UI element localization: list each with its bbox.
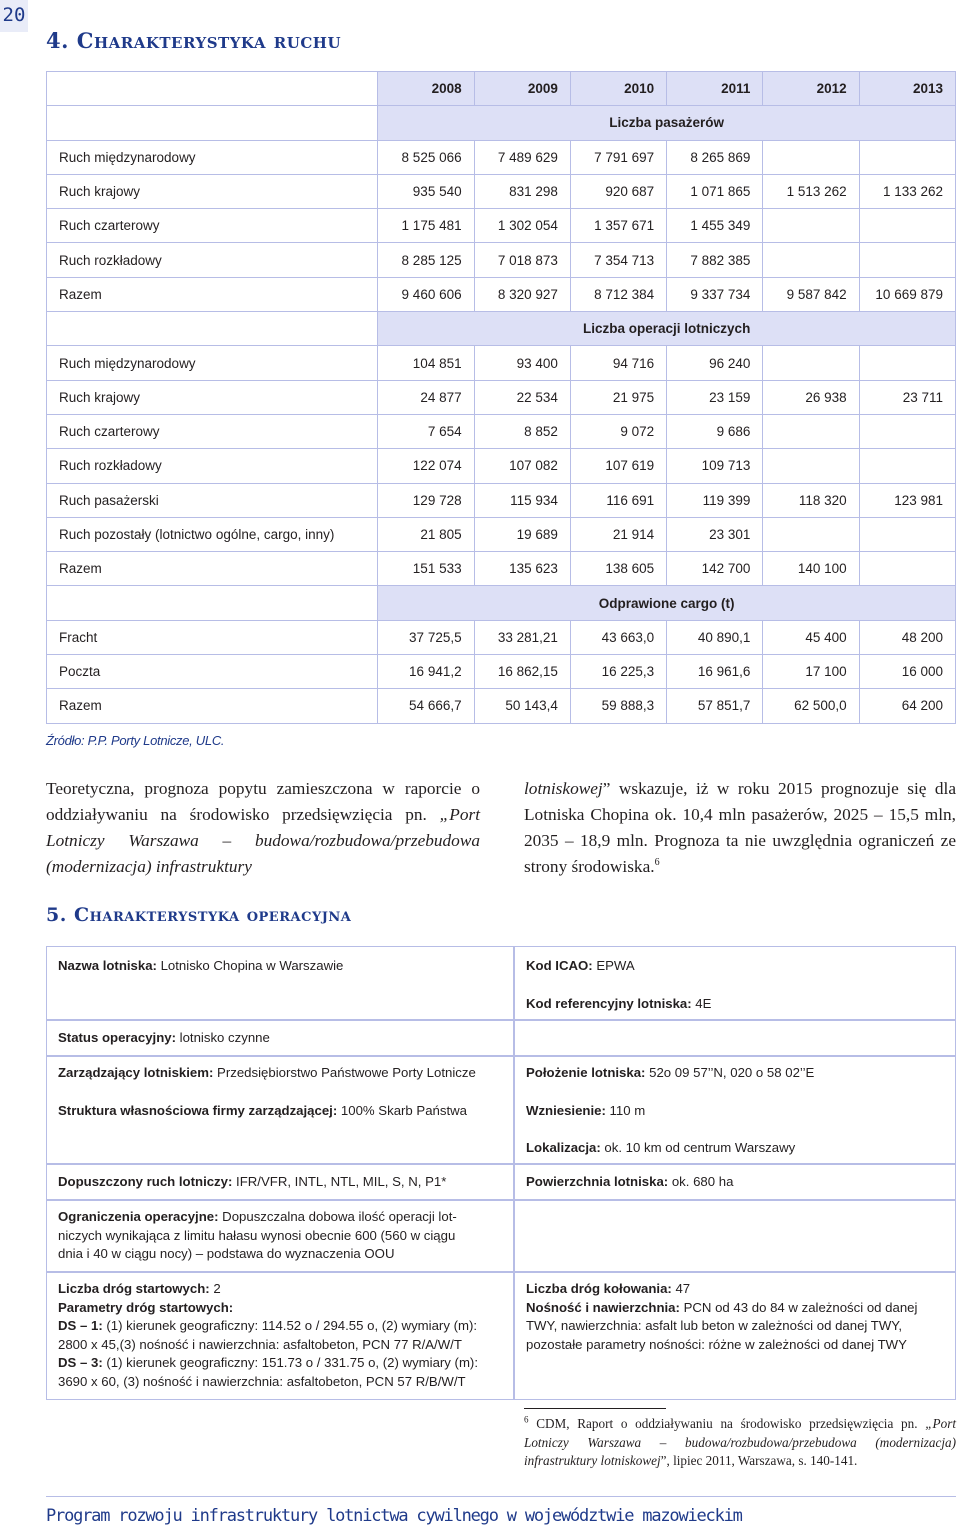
ops-value: 47 <box>671 1281 691 1296</box>
table-cell: 94 716 <box>570 346 666 380</box>
table-cell: 96 240 <box>667 346 763 380</box>
ops-box-dopuszczony <box>46 1164 514 1200</box>
project-title-italic-end: lotniskowej <box>524 779 603 798</box>
ops-label: Kod ICAO: <box>526 958 593 973</box>
table-cell <box>763 517 859 551</box>
table-cell <box>763 414 859 448</box>
year-header: 2013 <box>859 72 955 106</box>
ops-label: Ograniczenia operacyjne: <box>58 1209 219 1224</box>
table-cell: 23 159 <box>667 380 763 414</box>
table-row <box>47 517 956 551</box>
ops-value: Lotnisko Chopina w Warszawie <box>156 958 344 973</box>
table-cell: 7 489 629 <box>474 140 570 174</box>
year-header: 2012 <box>763 72 859 106</box>
ops-value: (1) kierunek geograficzny: 151.73 o / 331.75 o, (2) wymiary (m): <box>102 1355 478 1370</box>
ops-label: Nośność i nawierzchnia: <box>526 1299 680 1315</box>
year-header: 2008 <box>378 72 474 106</box>
body-text-part: ” wskazuje, iż w roku 2015 prognozuje się dla Lotniska Chopina ok. 10,4 mln pasażerów, 2025 – 15,5 mln, 2035 – 18,9 mln. Prognoza ta nie uwzględnia ograniczeń ze strony środowiska. <box>524 779 956 876</box>
row-label: Ruch czarterowy <box>47 209 378 243</box>
table-cell: 1 513 262 <box>763 174 859 208</box>
table-cell: 115 934 <box>474 483 570 517</box>
table-row <box>47 380 956 414</box>
table-cell: 8 285 125 <box>378 243 474 277</box>
table-row <box>47 620 956 654</box>
table-cell <box>763 449 859 483</box>
table-cell: 135 623 <box>474 552 570 586</box>
section-5-heading: 5. Charakterystyka operacyjna <box>46 904 352 926</box>
row-label: Razem <box>47 277 378 311</box>
table-cell: 43 663,0 <box>570 620 666 654</box>
table-section-header-row <box>47 586 956 620</box>
ops-value: 110 m <box>605 1102 646 1118</box>
table-cell <box>859 140 955 174</box>
table-cell <box>859 552 955 586</box>
row-label: Ruch pozostały (lotnictwo ogólne, cargo, inny) <box>47 517 378 551</box>
table-row <box>47 209 956 243</box>
ops-label: Zarządzający lotniskiem: <box>58 1065 214 1080</box>
table-cell: 21 914 <box>570 517 666 551</box>
ops-value: PCN od 43 do 84 w zależności od danej <box>679 1299 918 1315</box>
traffic-table <box>46 71 956 724</box>
table-cell: 116 691 <box>570 483 666 517</box>
table-cell: 9 337 734 <box>667 277 763 311</box>
row-label: Ruch międzynarodowy <box>47 346 378 380</box>
table-cell: 118 320 <box>763 483 859 517</box>
footnote-text: ”, lipiec 2011, Warszawa, s. 140-141. <box>660 1453 858 1468</box>
table-cell: 54 666,7 <box>378 689 474 723</box>
table-cell: 8 525 066 <box>378 140 474 174</box>
table-cell: 21 975 <box>570 380 666 414</box>
table-row <box>47 346 956 380</box>
ops-label: DS – 1: <box>58 1318 103 1333</box>
table-cell: 107 619 <box>570 449 666 483</box>
ops-box-zarzadzajacy <box>46 1056 514 1164</box>
table-row <box>47 174 956 208</box>
table-row <box>47 414 956 448</box>
table-cell: 59 888,3 <box>570 689 666 723</box>
row-label: Ruch pasażerski <box>47 483 378 517</box>
row-label: Ruch krajowy <box>47 380 378 414</box>
ops-label: Liczba dróg startowych: <box>58 1281 210 1296</box>
table-cell: 7 791 697 <box>570 140 666 174</box>
footnote-italic: „Port Lotniczy Warszawa – budowa/rozbudowa/przebudowa (modernizacja) infrastruktury lotniskowej <box>524 1416 956 1468</box>
ops-value: 4E <box>691 995 712 1011</box>
table-cell <box>763 243 859 277</box>
row-label: Poczta <box>47 655 378 689</box>
table-cell: 142 700 <box>667 552 763 586</box>
table-cell: 8 265 869 <box>667 140 763 174</box>
table-cell: 107 082 <box>474 449 570 483</box>
ops-value: niczych wynikająca z limitu hałasu wynosi obecnie 600 (560 w ciągu <box>58 1227 456 1243</box>
footnote-divider <box>524 1408 666 1409</box>
ops-value: (1) kierunek geograficzny: 114.52 o / 294.55 o, (2) wymiary (m): <box>102 1318 478 1333</box>
page-number: 20 <box>0 0 28 32</box>
body-text-column-2 <box>524 776 956 880</box>
page-footer: Program rozwoju infrastruktury lotnictwa cywilnego w województwie mazowieckim <box>46 1506 742 1526</box>
ops-label: Położenie lotniska: <box>526 1065 646 1080</box>
table-cell: 8 852 <box>474 414 570 448</box>
ops-value: 100% Skarb Państwa <box>337 1102 468 1118</box>
section-header-blank-cell <box>47 586 378 620</box>
table-cell: 123 981 <box>859 483 955 517</box>
table-section-header-row <box>47 312 956 346</box>
ops-box-drogi-kolowania <box>514 1272 956 1400</box>
row-label: Ruch międzynarodowy <box>47 140 378 174</box>
project-title-italic: „Port Lotniczy Warszawa – budowa/rozbudowa/przebudowa (modernizacja) infrastruktury <box>46 805 480 876</box>
table-cell: 16 862,15 <box>474 655 570 689</box>
ops-value: 52o 09 57’’N, 020 o 58 02’’E <box>645 1065 815 1080</box>
table-cell: 22 534 <box>474 380 570 414</box>
row-label: Ruch rozkładowy <box>47 449 378 483</box>
body-text-part: Teoretyczna, prognoza popytu zamieszczona w raporcie o oddziaływaniu na środowisko przedsięwzięcia pn. <box>46 779 480 824</box>
table-row <box>47 552 956 586</box>
year-header: 2011 <box>667 72 763 106</box>
ops-box-drogi-startowe <box>46 1272 514 1400</box>
ops-value: Dopuszczalna dobowa ilość operacji lot- <box>218 1209 457 1224</box>
table-cell <box>859 414 955 448</box>
table-cell: 831 298 <box>474 174 570 208</box>
table-cell: 1 455 349 <box>667 209 763 243</box>
table-cell: 57 851,7 <box>667 689 763 723</box>
table-cell: 45 400 <box>763 620 859 654</box>
row-label: Ruch krajowy <box>47 174 378 208</box>
ops-label: Wzniesienie: <box>526 1102 606 1118</box>
row-label: Razem <box>47 689 378 723</box>
ops-value: pozostałe parametry nośności: różne w zależności od danej TWY <box>526 1336 907 1352</box>
table-cell: 50 143,4 <box>474 689 570 723</box>
table-cell <box>859 346 955 380</box>
table-cell: 17 100 <box>763 655 859 689</box>
footnote-number: 6 <box>524 1414 529 1425</box>
footnote <box>524 1415 956 1471</box>
table-row <box>47 449 956 483</box>
ops-label: Parametry dróg startowych: <box>58 1299 234 1315</box>
table-cell: 93 400 <box>474 346 570 380</box>
table-row <box>47 140 956 174</box>
table-cell: 40 890,1 <box>667 620 763 654</box>
table-cell: 1 357 671 <box>570 209 666 243</box>
table-cell: 9 072 <box>570 414 666 448</box>
table-cell: 48 200 <box>859 620 955 654</box>
footnote-text: CDM, Raport o oddziaływaniu na środowisko przedsięwzięcia pn. <box>528 1416 926 1431</box>
ops-box-ograniczenia <box>46 1200 514 1272</box>
table-cell: 19 689 <box>474 517 570 551</box>
ops-label: Status operacyjny: <box>58 1030 176 1045</box>
ops-value: TWY, nawierzchnia: asfalt lub beton w zależności od danej TWY, <box>526 1318 903 1333</box>
ops-value: Przedsiębiorstwo Państwowe Porty Lotnicze <box>213 1065 476 1080</box>
section-title: Odprawione cargo (t) <box>378 586 956 620</box>
table-row <box>47 483 956 517</box>
table-cell <box>763 209 859 243</box>
year-header: 2010 <box>570 72 666 106</box>
ops-box-nazwa <box>46 946 514 1020</box>
table-cell: 16 000 <box>859 655 955 689</box>
ops-value: ok. 680 ha <box>668 1174 734 1189</box>
ops-box-powierzchnia <box>514 1164 956 1200</box>
ops-box-status <box>46 1020 514 1056</box>
section-title: Liczba operacji lotniczych <box>378 312 956 346</box>
table-cell: 1 175 481 <box>378 209 474 243</box>
ops-label: Liczba dróg kołowania: <box>526 1281 672 1296</box>
table-cell: 1 071 865 <box>667 174 763 208</box>
ops-box-polozenie <box>514 1056 956 1164</box>
table-cell: 935 540 <box>378 174 474 208</box>
ops-box-empty-2 <box>514 1200 956 1272</box>
table-section-header-row <box>47 106 956 140</box>
source-note: Źródło: P.P. Porty Lotnicze, ULC. <box>46 733 225 748</box>
table-cell: 9 460 606 <box>378 277 474 311</box>
year-header: 2009 <box>474 72 570 106</box>
table-cell: 129 728 <box>378 483 474 517</box>
footnote-ref: 6 <box>654 857 660 869</box>
ops-value: IFR/VFR, INTL, NTL, MIL, S, N, P1* <box>232 1174 447 1189</box>
ops-label: Powierzchnia lotniska: <box>526 1174 669 1189</box>
table-row <box>47 277 956 311</box>
ops-value: 3690 x 60, (3) nośność i nawierzchnia: asfaltobeton, PCN 57 R/B/W/T <box>58 1373 466 1389</box>
table-cell: 10 669 879 <box>859 277 955 311</box>
table-cell: 119 399 <box>667 483 763 517</box>
table-cell: 23 301 <box>667 517 763 551</box>
table-cell <box>859 243 955 277</box>
table-cell: 9 587 842 <box>763 277 859 311</box>
table-cell: 7 354 713 <box>570 243 666 277</box>
table-cell: 7 882 385 <box>667 243 763 277</box>
table-cell: 16 961,6 <box>667 655 763 689</box>
ops-box-icao <box>514 946 956 1020</box>
table-cell: 24 877 <box>378 380 474 414</box>
section-title: Liczba pasażerów <box>378 106 956 140</box>
table-corner-cell <box>47 72 378 106</box>
table-cell: 9 686 <box>667 414 763 448</box>
table-cell: 33 281,21 <box>474 620 570 654</box>
row-label: Razem <box>47 552 378 586</box>
table-cell <box>859 449 955 483</box>
table-cell: 151 533 <box>378 552 474 586</box>
ops-value: dnia i 40 w ciągu nocy) – podstawa do wyznaczenia OOU <box>58 1246 395 1261</box>
table-cell: 920 687 <box>570 174 666 208</box>
ops-value: ok. 10 km od centrum Warszawy <box>600 1140 796 1155</box>
row-label: Ruch rozkładowy <box>47 243 378 277</box>
ops-value: lotnisko czynne <box>176 1030 270 1045</box>
ops-value: EPWA <box>592 958 635 973</box>
row-label: Ruch czarterowy <box>47 414 378 448</box>
table-cell: 122 074 <box>378 449 474 483</box>
ops-label: DS – 3: <box>58 1355 103 1370</box>
table-cell: 7 654 <box>378 414 474 448</box>
table-cell <box>763 140 859 174</box>
table-cell: 23 711 <box>859 380 955 414</box>
table-year-header-row <box>47 72 956 106</box>
ops-label: Nazwa lotniska: <box>58 958 157 973</box>
footer-divider <box>46 1496 956 1497</box>
table-cell: 8 712 384 <box>570 277 666 311</box>
table-cell: 21 805 <box>378 517 474 551</box>
row-label: Fracht <box>47 620 378 654</box>
section-header-blank-cell <box>47 312 378 346</box>
table-cell <box>763 346 859 380</box>
table-cell <box>859 209 955 243</box>
ops-label: Dopuszczony ruch lotniczy: <box>58 1174 233 1189</box>
ops-value: 2800 x 45,(3) nośność i nawierzchnia: asfaltobeton, PCN 77 R/A/W/T <box>58 1336 462 1352</box>
section-4-heading: 4. Charakterystyka ruchu <box>46 28 342 53</box>
table-cell: 26 938 <box>763 380 859 414</box>
table-cell: 64 200 <box>859 689 955 723</box>
ops-box-empty-1 <box>514 1020 956 1056</box>
table-cell: 109 713 <box>667 449 763 483</box>
table-row <box>47 243 956 277</box>
ops-label: Kod referencyjny lotniska: <box>526 995 692 1011</box>
table-cell: 140 100 <box>763 552 859 586</box>
table-cell: 104 851 <box>378 346 474 380</box>
table-cell: 1 133 262 <box>859 174 955 208</box>
table-row <box>47 655 956 689</box>
ops-label: Struktura własnościowa firmy zarządzającej: <box>58 1102 338 1118</box>
table-cell: 1 302 054 <box>474 209 570 243</box>
section-header-blank-cell <box>47 106 378 140</box>
body-text-column-1 <box>46 776 480 880</box>
table-cell <box>859 517 955 551</box>
ops-value: 2 <box>209 1281 221 1296</box>
table-cell: 138 605 <box>570 552 666 586</box>
table-cell: 16 941,2 <box>378 655 474 689</box>
table-cell: 16 225,3 <box>570 655 666 689</box>
table-cell: 62 500,0 <box>763 689 859 723</box>
ops-label: Lokalizacja: <box>526 1140 601 1155</box>
table-cell: 8 320 927 <box>474 277 570 311</box>
table-cell: 37 725,5 <box>378 620 474 654</box>
table-row <box>47 689 956 723</box>
table-cell: 7 018 873 <box>474 243 570 277</box>
